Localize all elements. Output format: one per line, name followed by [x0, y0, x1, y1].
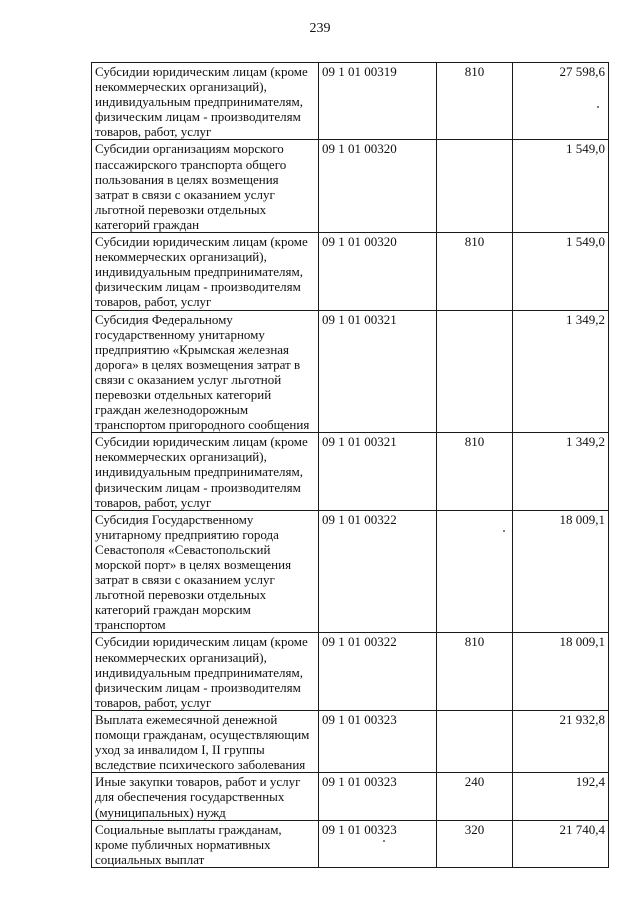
row-code-cell: 09 1 01 00319 — [319, 63, 437, 140]
row-sum-cell: 1 549,0 — [513, 140, 609, 233]
row-name-cell: Субсидия Федеральному государственному унитарному предприятию «Крымская железная дорога» в целях возмещения затрат в связи с оказанием услуг льготной перевозки отдельных категорий граждан железнодорожным транспортом пригородного сообщения — [92, 310, 319, 433]
row-name-cell: Субсидии юридическим лицам (кроме некоммерческих организаций), индивидуальным предпринимателям, физическим лицам - производителям товаров, работ, услуг — [92, 63, 319, 140]
row-sum-cell: 1 349,2 — [513, 433, 609, 510]
row-type-cell — [437, 710, 513, 772]
table-row — [92, 633, 609, 710]
row-code-cell: 09 1 01 00321 — [319, 433, 437, 510]
row-type-cell: 810 — [437, 63, 513, 140]
row-sum-cell: 1 549,0 — [513, 233, 609, 310]
table-row — [92, 510, 609, 633]
row-type-cell: 810 — [437, 633, 513, 710]
row-sum-cell: 18 009,1 — [513, 510, 609, 633]
row-name-cell: Иные закупки товаров, работ и услуг для обеспечения государственных (муниципальных) нужд — [92, 773, 319, 820]
row-code-cell: 09 1 01 00322 — [319, 633, 437, 710]
row-name-cell: Социальные выплаты гражданам, кроме публичных нормативных социальных выплат — [92, 820, 319, 867]
row-code-cell: 09 1 01 00323 — [319, 820, 437, 867]
row-name-cell: Субсидии юридическим лицам (кроме некоммерческих организаций), индивидуальным предпринимателям, физическим лицам - производителям товаров, работ, услуг — [92, 233, 319, 310]
row-name-cell: Выплата ежемесячной денежной помощи гражданам, осуществляющим уход за инвалидом I, II группы вследствие психического заболевания — [92, 710, 319, 772]
row-sum-cell: 1 349,2 — [513, 310, 609, 433]
row-sum-cell: 21 740,4 — [513, 820, 609, 867]
row-type-cell: 320 — [437, 820, 513, 867]
row-code-cell: 09 1 01 00322 — [319, 510, 437, 633]
row-type-cell — [437, 310, 513, 433]
table-row — [92, 433, 609, 510]
row-sum-cell: 192,4 — [513, 773, 609, 820]
budget-table — [91, 62, 609, 868]
row-type-cell: 240 — [437, 773, 513, 820]
row-type-cell: 810 — [437, 233, 513, 310]
row-code-cell: 09 1 01 00321 — [319, 310, 437, 433]
table-row — [92, 820, 609, 867]
page-number: 239 — [309, 21, 331, 36]
row-code-cell: 09 1 01 00323 — [319, 773, 437, 820]
row-sum-cell: 18 009,1 — [513, 633, 609, 710]
row-name-cell: Субсидия Государственному унитарному предприятию города Севастополя «Севастопольский морской порт» в целях возмещения затрат в связи с оказанием услуг льготной перевозки отдельных категорий граждан морским транспортом — [92, 510, 319, 633]
row-name-cell: Субсидии организациям морского пассажирского транспорта общего пользования в целях возмещения затрат в связи с оказанием услуг льготной перевозки отдельных категорий граждан — [92, 140, 319, 233]
row-code-cell: 09 1 01 00320 — [319, 233, 437, 310]
row-sum-cell: 27 598,6 — [513, 63, 609, 140]
row-name-cell: Субсидии юридическим лицам (кроме некоммерческих организаций), индивидуальным предпринимателям, физическим лицам - производителям товаров, работ, услуг — [92, 433, 319, 510]
row-type-cell — [437, 510, 513, 633]
row-type-cell — [437, 140, 513, 233]
row-name-cell: Субсидии юридическим лицам (кроме некоммерческих организаций), индивидуальным предпринимателям, физическим лицам - производителям товаров, работ, услуг — [92, 633, 319, 710]
table-row — [92, 310, 609, 433]
scan-speck — [597, 106, 599, 108]
table-row — [92, 773, 609, 820]
row-sum-cell: 21 932,8 — [513, 710, 609, 772]
row-code-cell: 09 1 01 00323 — [319, 710, 437, 772]
table-row — [92, 233, 609, 310]
row-type-cell: 810 — [437, 433, 513, 510]
scan-speck — [383, 840, 385, 842]
table-row — [92, 140, 609, 233]
table-row — [92, 63, 609, 140]
scan-speck — [503, 530, 505, 532]
table-row — [92, 710, 609, 772]
row-code-cell: 09 1 01 00320 — [319, 140, 437, 233]
